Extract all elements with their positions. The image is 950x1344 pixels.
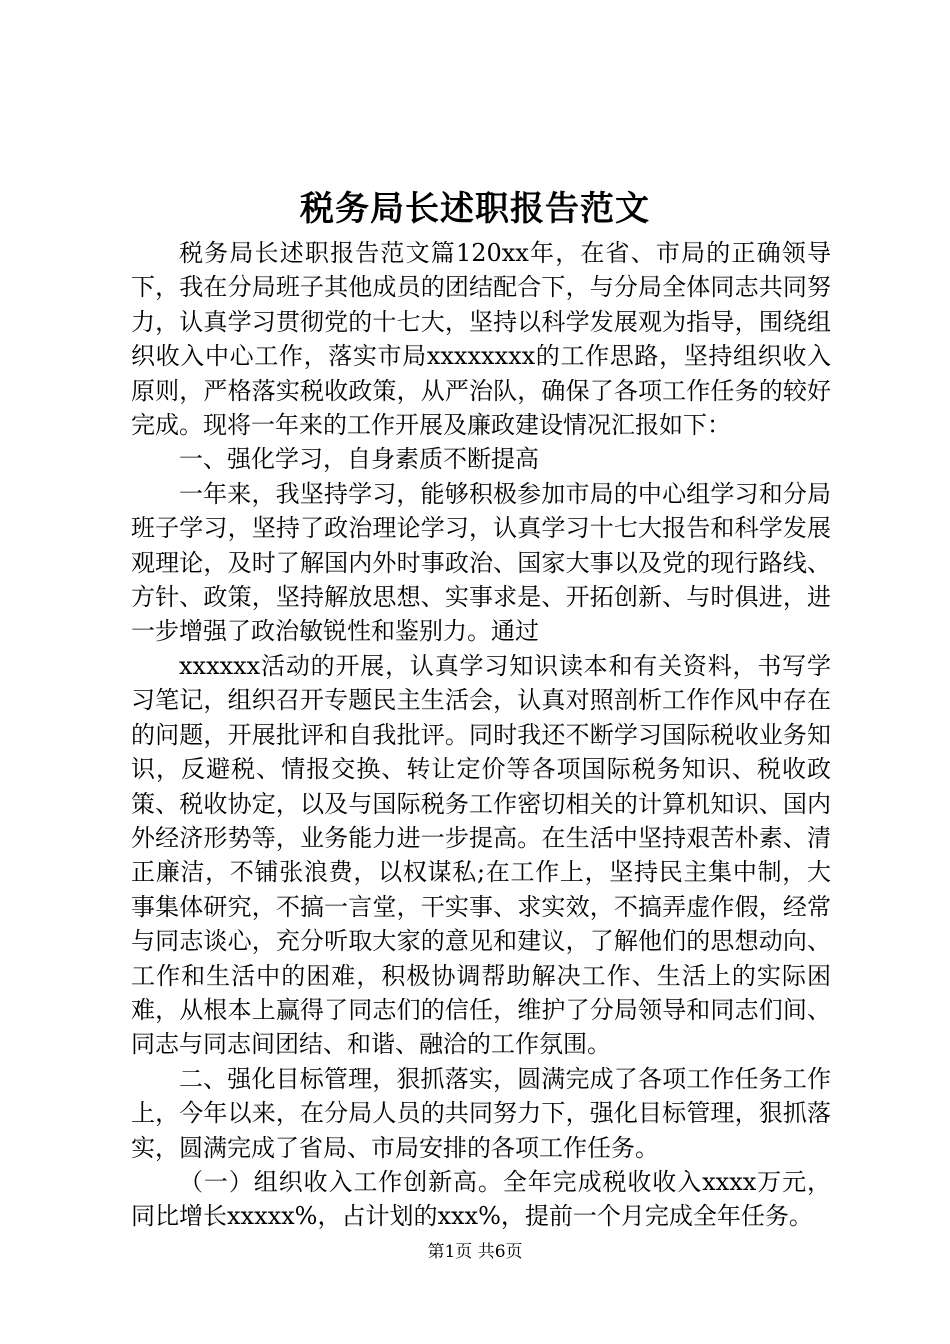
paragraph-intro: 税务局长述职报告范文篇120xx年，在省、市局的正确领导下，我在分局班子其他成员的团结配合下，与分局全体同志共同努力，认真学习贯彻党的十七大，坚持以科学发展观为指导，围绕组织收入中心工作，落实市局xxxxxxxx的工作思路，坚持组织收入原则，严格落实税收政策，从严治队，确保了各项工作任务的较好完成。现将一年来的工作开展及廉政建设情况汇报如下： (131, 239, 831, 440)
paragraph-activity: xxxxxx活动的开展，认真学习知识读本和有关资料，书写学习笔记，组织召开专题民主生活会，认真对照剖析工作作风中存在的问题，开展批评和自我批评。同时我还不断学习国际税收业务知识，反避税、情报交换、转让定价等各项国际税务知识、税收政策、税收协定，以及与国际税务工作密切相关的计算机知识、国内外经济形势等，业务能力进一步提高。在生活中坚持艰苦朴素、清正廉洁，不铺张浪费，以权谋私;在工作上，坚持民主集中制，大事集体研究，不搞一言堂，干实事、求实效，不搞弄虚作假，经常与同志谈心，充分听取大家的意见和建议，了解他们的思想动向、工作和生活中的困难，积极协调帮助解决工作、生活上的实际困难，从根本上赢得了同志们的信任，维护了分局领导和同志们间、同志与同志间团结、和谐、融洽的工作氛围。 (131, 651, 831, 1059)
paragraph-study: 一年来，我坚持学习，能够积极参加市局的中心组学习和分局班子学习，坚持了政治理论学习，认真学习十七大报告和科学发展观理论，及时了解国内外时事政治、国家大事以及党的现行路线、方针、政策，坚持解放思想、实事求是、开拓创新、与时俱进，进一步增强了政治敏锐性和鉴别力。通过 (131, 479, 831, 646)
section-heading-1: 一、强化学习，自身素质不断提高 (179, 445, 539, 474)
page-number-footer: 第1页 共6页 (427, 1242, 523, 1262)
paragraph-revenue: （一）组织收入工作创新高。全年完成税收收入xxxx万元，同比增长xxxxx%，占计划的xxx%，提前一个月完成全年任务。 (131, 1167, 831, 1231)
document-title: 税务局长述职报告范文 (300, 189, 650, 229)
document-body (131, 236, 831, 1234)
section-heading-2: 二、强化目标管理，狠抓落实，圆满完成了各项工作任务工作上，今年以来，在分局人员的共同努力下，强化目标管理，狠抓落实，圆满完成了省局、市局安排的各项工作任务。 (131, 1064, 831, 1162)
